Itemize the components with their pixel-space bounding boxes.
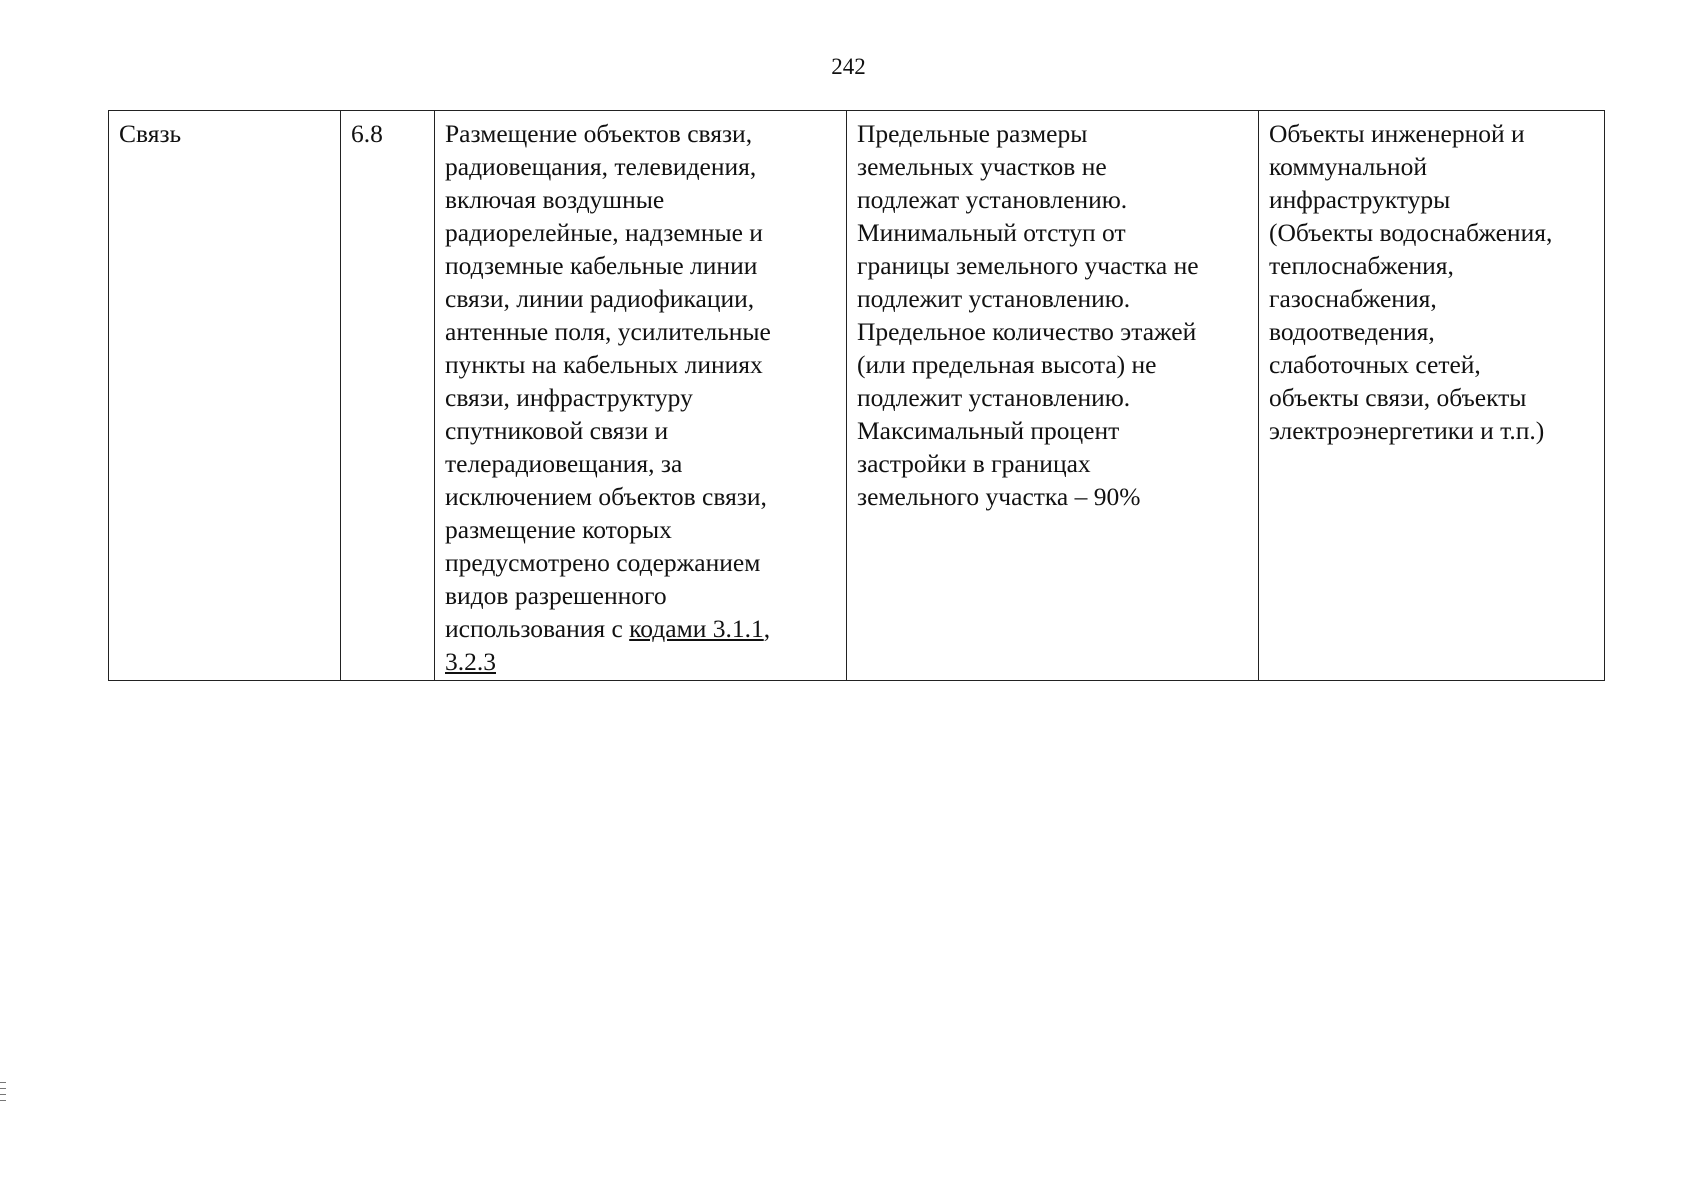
description-line: радиорелейные, надземные и bbox=[445, 218, 763, 247]
land-use-table bbox=[108, 110, 1605, 681]
description-line: связи, инфраструктуру bbox=[445, 383, 693, 412]
page-number: 242 bbox=[831, 54, 866, 79]
parameter-line: застройки в границах bbox=[857, 449, 1091, 478]
parameter-line: подлежит установлению. bbox=[857, 284, 1131, 313]
description-prefix: использования с bbox=[445, 614, 630, 643]
scan-artifact bbox=[0, 1082, 6, 1083]
parameter-line: Предельные размеры bbox=[857, 119, 1088, 148]
scan-artifact bbox=[0, 1088, 6, 1089]
description-line: антенные поля, усилительные bbox=[445, 317, 771, 346]
parameter-line: Максимальный процент bbox=[857, 416, 1120, 445]
description-line: радиовещания, телевидения, bbox=[445, 152, 757, 181]
description-line: подземные кабельные линии bbox=[445, 251, 758, 280]
code-reference-link-2[interactable]: 3.2.3 bbox=[445, 647, 496, 676]
description-line: предусмотрено содержанием bbox=[445, 548, 761, 577]
description-line: спутниковой связи и bbox=[445, 416, 669, 445]
use-name: Связь bbox=[119, 119, 182, 148]
use-code-cell bbox=[341, 111, 435, 681]
related-objects-line: инфраструктуры bbox=[1269, 185, 1451, 214]
parameters-cell bbox=[847, 111, 1259, 681]
description-line: размещение которых bbox=[445, 515, 672, 544]
description-line: телерадиовещания, за bbox=[445, 449, 683, 478]
description-line: связи, линии радиофикации, bbox=[445, 284, 755, 313]
parameter-line: (или предельная высота) не bbox=[857, 350, 1157, 379]
parameter-line: Минимальный отступ от bbox=[857, 218, 1126, 247]
related-objects-line: теплоснабжения, bbox=[1269, 251, 1454, 280]
parameter-line: земельных участков не bbox=[857, 152, 1107, 181]
parameter-line: подлежат установлению. bbox=[857, 185, 1128, 214]
parameter-line: подлежит установлению. bbox=[857, 383, 1131, 412]
related-objects-line: Объекты инженерной и bbox=[1269, 119, 1525, 148]
parameter-line: Предельное количество этажей bbox=[857, 317, 1197, 346]
related-objects-line: (Объекты водоснабжения, bbox=[1269, 218, 1553, 247]
reference-separator: , bbox=[763, 614, 771, 643]
use-description-cell bbox=[435, 111, 847, 681]
related-objects-line: объекты связи, объекты bbox=[1269, 383, 1527, 412]
use-code: 6.8 bbox=[351, 119, 383, 148]
scan-artifact bbox=[0, 1094, 6, 1095]
description-line: исключением объектов связи, bbox=[445, 482, 767, 511]
code-reference-link[interactable]: кодами 3.1.1 bbox=[629, 614, 764, 643]
related-objects-line: слаботочных сетей, bbox=[1269, 350, 1481, 379]
scan-artifact bbox=[0, 1100, 6, 1101]
related-objects-line: водоотведения, bbox=[1269, 317, 1435, 346]
use-name-cell bbox=[109, 111, 341, 681]
related-objects-line: коммунальной bbox=[1269, 152, 1427, 181]
related-objects-line: газоснабжения, bbox=[1269, 284, 1437, 313]
description-line: включая воздушные bbox=[445, 185, 665, 214]
parameter-line: границы земельного участка не bbox=[857, 251, 1199, 280]
description-line: пункты на кабельных линиях bbox=[445, 350, 763, 379]
table-row bbox=[109, 111, 1605, 681]
description-line-with-ref bbox=[445, 612, 836, 645]
description-line: видов разрешенного bbox=[445, 581, 667, 610]
related-objects-cell bbox=[1259, 111, 1605, 681]
related-objects-line: электроэнергетики и т.п.) bbox=[1269, 416, 1545, 445]
description-line-ref bbox=[445, 645, 836, 678]
parameter-line: земельного участка – 90% bbox=[857, 482, 1141, 511]
description-line: Размещение объектов связи, bbox=[445, 119, 753, 148]
